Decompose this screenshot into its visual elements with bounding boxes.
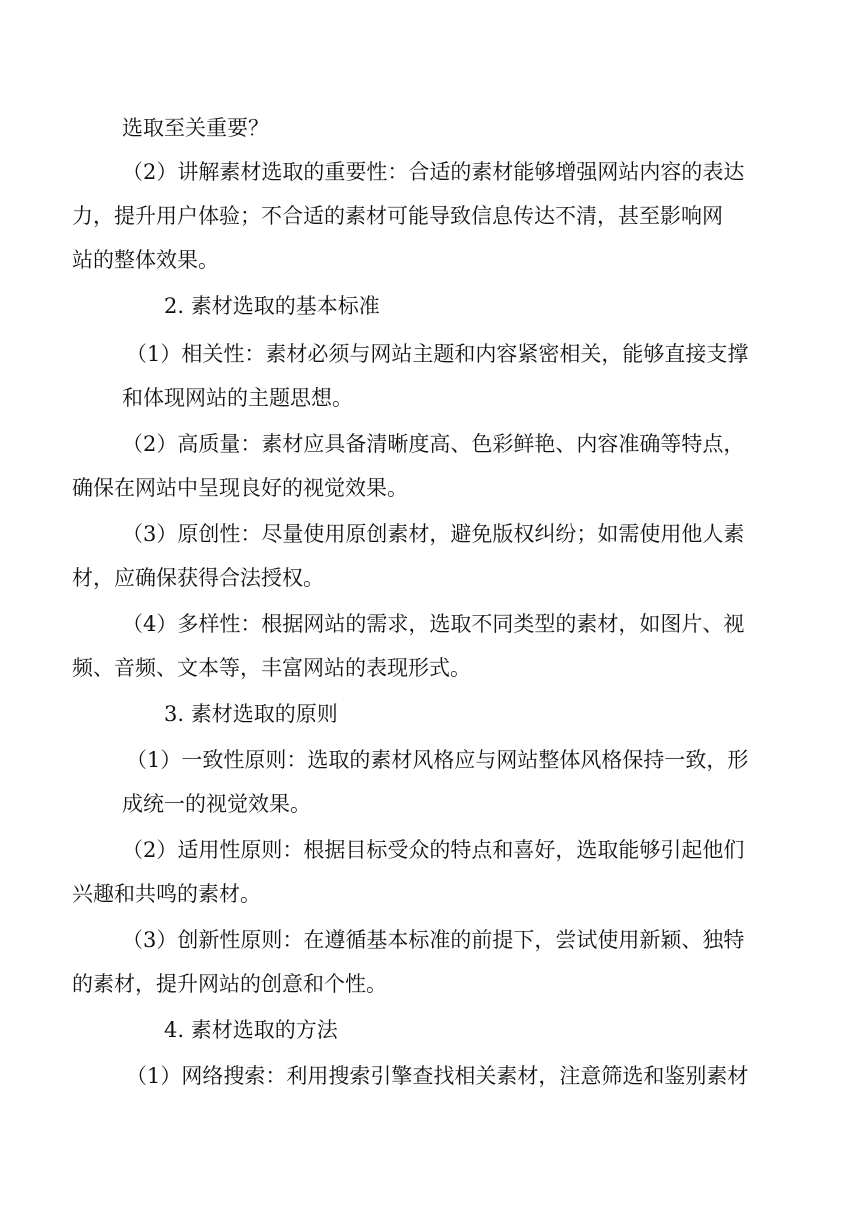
paragraph-line: （1）相关性：素材必须与网站主题和内容紧密相关，能够直接支撑 bbox=[126, 342, 749, 366]
paragraph-line: （2）适用性原则：根据目标受众的特点和喜好，选取能够引起他们 bbox=[122, 838, 745, 862]
paragraph-line: 材，应确保获得合法授权。 bbox=[72, 566, 324, 590]
paragraph-line: 力，提升用户体验；不合适的素材可能导致信息传达不清，甚至影响网 bbox=[72, 204, 723, 228]
paragraph-line: （3）原创性：尽量使用原创素材，避免版权纠纷；如需使用他人素 bbox=[122, 522, 745, 546]
section-heading: 3. 素材选取的原则 bbox=[164, 702, 338, 726]
paragraph-line: 成统一的视觉效果。 bbox=[122, 792, 311, 816]
paragraph-line: 选取至关重要？ bbox=[122, 116, 269, 140]
paragraph-line: 站的整体效果。 bbox=[72, 248, 219, 272]
paragraph-line: （2）讲解素材选取的重要性：合适的素材能够增强网站内容的表达 bbox=[122, 160, 745, 184]
paragraph-line: 和体现网站的主题思想。 bbox=[122, 386, 353, 410]
paragraph-line: （1）一致性原则：选取的素材风格应与网站整体风格保持一致，形 bbox=[126, 748, 749, 772]
paragraph-line: （4）多样性：根据网站的需求，选取不同类型的素材，如图片、视 bbox=[122, 612, 745, 636]
paragraph-line: 的素材，提升网站的创意和个性。 bbox=[72, 972, 387, 996]
paragraph-line: 频、音频、文本等，丰富网站的表现形式。 bbox=[72, 656, 471, 680]
paragraph-line: （3）创新性原则：在遵循基本标准的前提下，尝试使用新颖、独特 bbox=[122, 928, 745, 952]
paragraph-line: （2）高质量：素材应具备清晰度高、色彩鲜艳、内容准确等特点， bbox=[122, 432, 745, 456]
paragraph-line: 确保在网站中呈现良好的视觉效果。 bbox=[72, 476, 408, 500]
paragraph-line: （1）网络搜索：利用搜索引擎查找相关素材，注意筛选和鉴别素材 bbox=[126, 1064, 749, 1088]
section-heading: 4. 素材选取的方法 bbox=[164, 1018, 338, 1042]
section-heading: 2. 素材选取的基本标准 bbox=[164, 294, 380, 318]
paragraph-line: 兴趣和共鸣的素材。 bbox=[72, 882, 261, 906]
